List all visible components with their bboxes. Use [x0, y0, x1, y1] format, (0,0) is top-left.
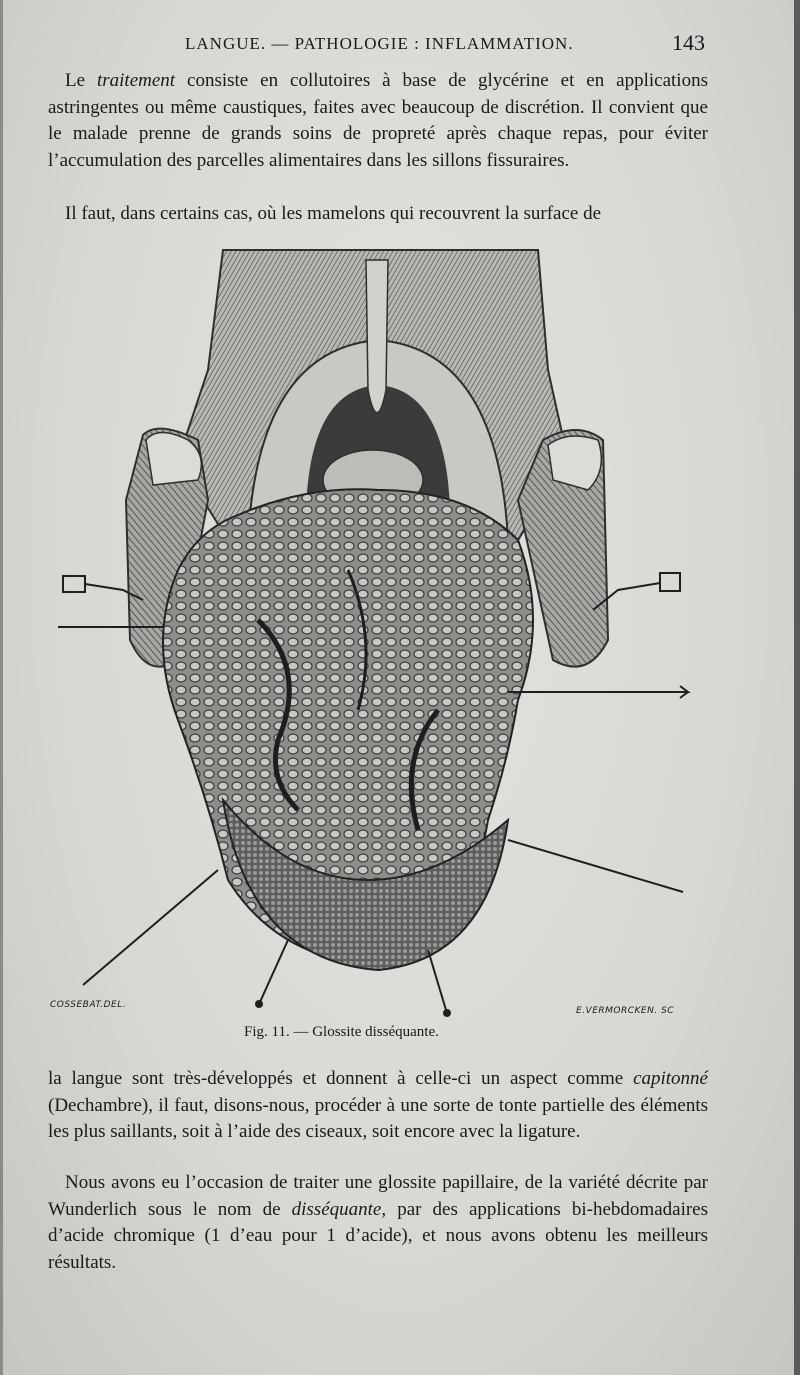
- page-right-edge: [794, 0, 800, 1375]
- page-left-edge: [0, 0, 3, 1375]
- italic-term: traitement: [96, 70, 176, 91]
- page-header: [0, 30, 800, 60]
- italic-term: capitonné: [633, 1068, 708, 1089]
- paragraph-treatment: [48, 68, 708, 174]
- figure-caption: Fig. 11. — Glossite disséquante.: [244, 1024, 439, 1040]
- paragraph-text: , par des applications bi-hebdomadaires d’acide chromique (1 d’eau pour 1 d’acide), et nous avons obtenu les meilleurs résultats.: [48, 1198, 708, 1273]
- paragraph-text: Nous avons eu l’occasion de traiter une glossite papillaire, de la variété décrite par Wunderlich sous le nom de: [48, 1172, 708, 1220]
- paragraph-case-report: [48, 1170, 708, 1276]
- figure-engraving: [48, 240, 708, 1040]
- running-title: LANGUE. — PATHOLOGIE : INFLAMMATION.: [185, 34, 574, 53]
- paragraph-text: (Dechambre), il faut, disons-nous, procéder à une sorte de tonte partielle des éléments les plus saillants, soit à l’aide des ciseaux, soit encore avec la ligature.: [48, 1094, 708, 1142]
- paragraph-continuation-end: [48, 1066, 708, 1146]
- paragraph-text: la langue sont très-développés et donnent à celle-ci un aspect comme: [48, 1068, 634, 1089]
- tongue-illustration: [48, 240, 708, 1040]
- paragraph-text: consiste en collutoires à base de glycérine et en applications astringentes ou même caustiques, faites avec beaucoup de discrétion. Il convient que le malade prenne de grands soins de propreté après chaque repas, pour éviter l’accumulation des parcelles alimentaires dans les sillons fissuraires.: [48, 70, 708, 171]
- illustrator-credit: COSSEBAT.DEL.: [50, 1000, 127, 1010]
- page-number: 143: [672, 30, 705, 55]
- paragraph-continuation-start: Il faut, dans certains cas, où les mamelons qui recouvrent la surface de: [65, 203, 602, 224]
- uvula: [366, 260, 388, 413]
- paragraph-text: Le: [65, 70, 97, 91]
- engraver-credit: E.VERMORCKEN. SC: [576, 1006, 675, 1016]
- italic-term: disséquante: [291, 1198, 382, 1220]
